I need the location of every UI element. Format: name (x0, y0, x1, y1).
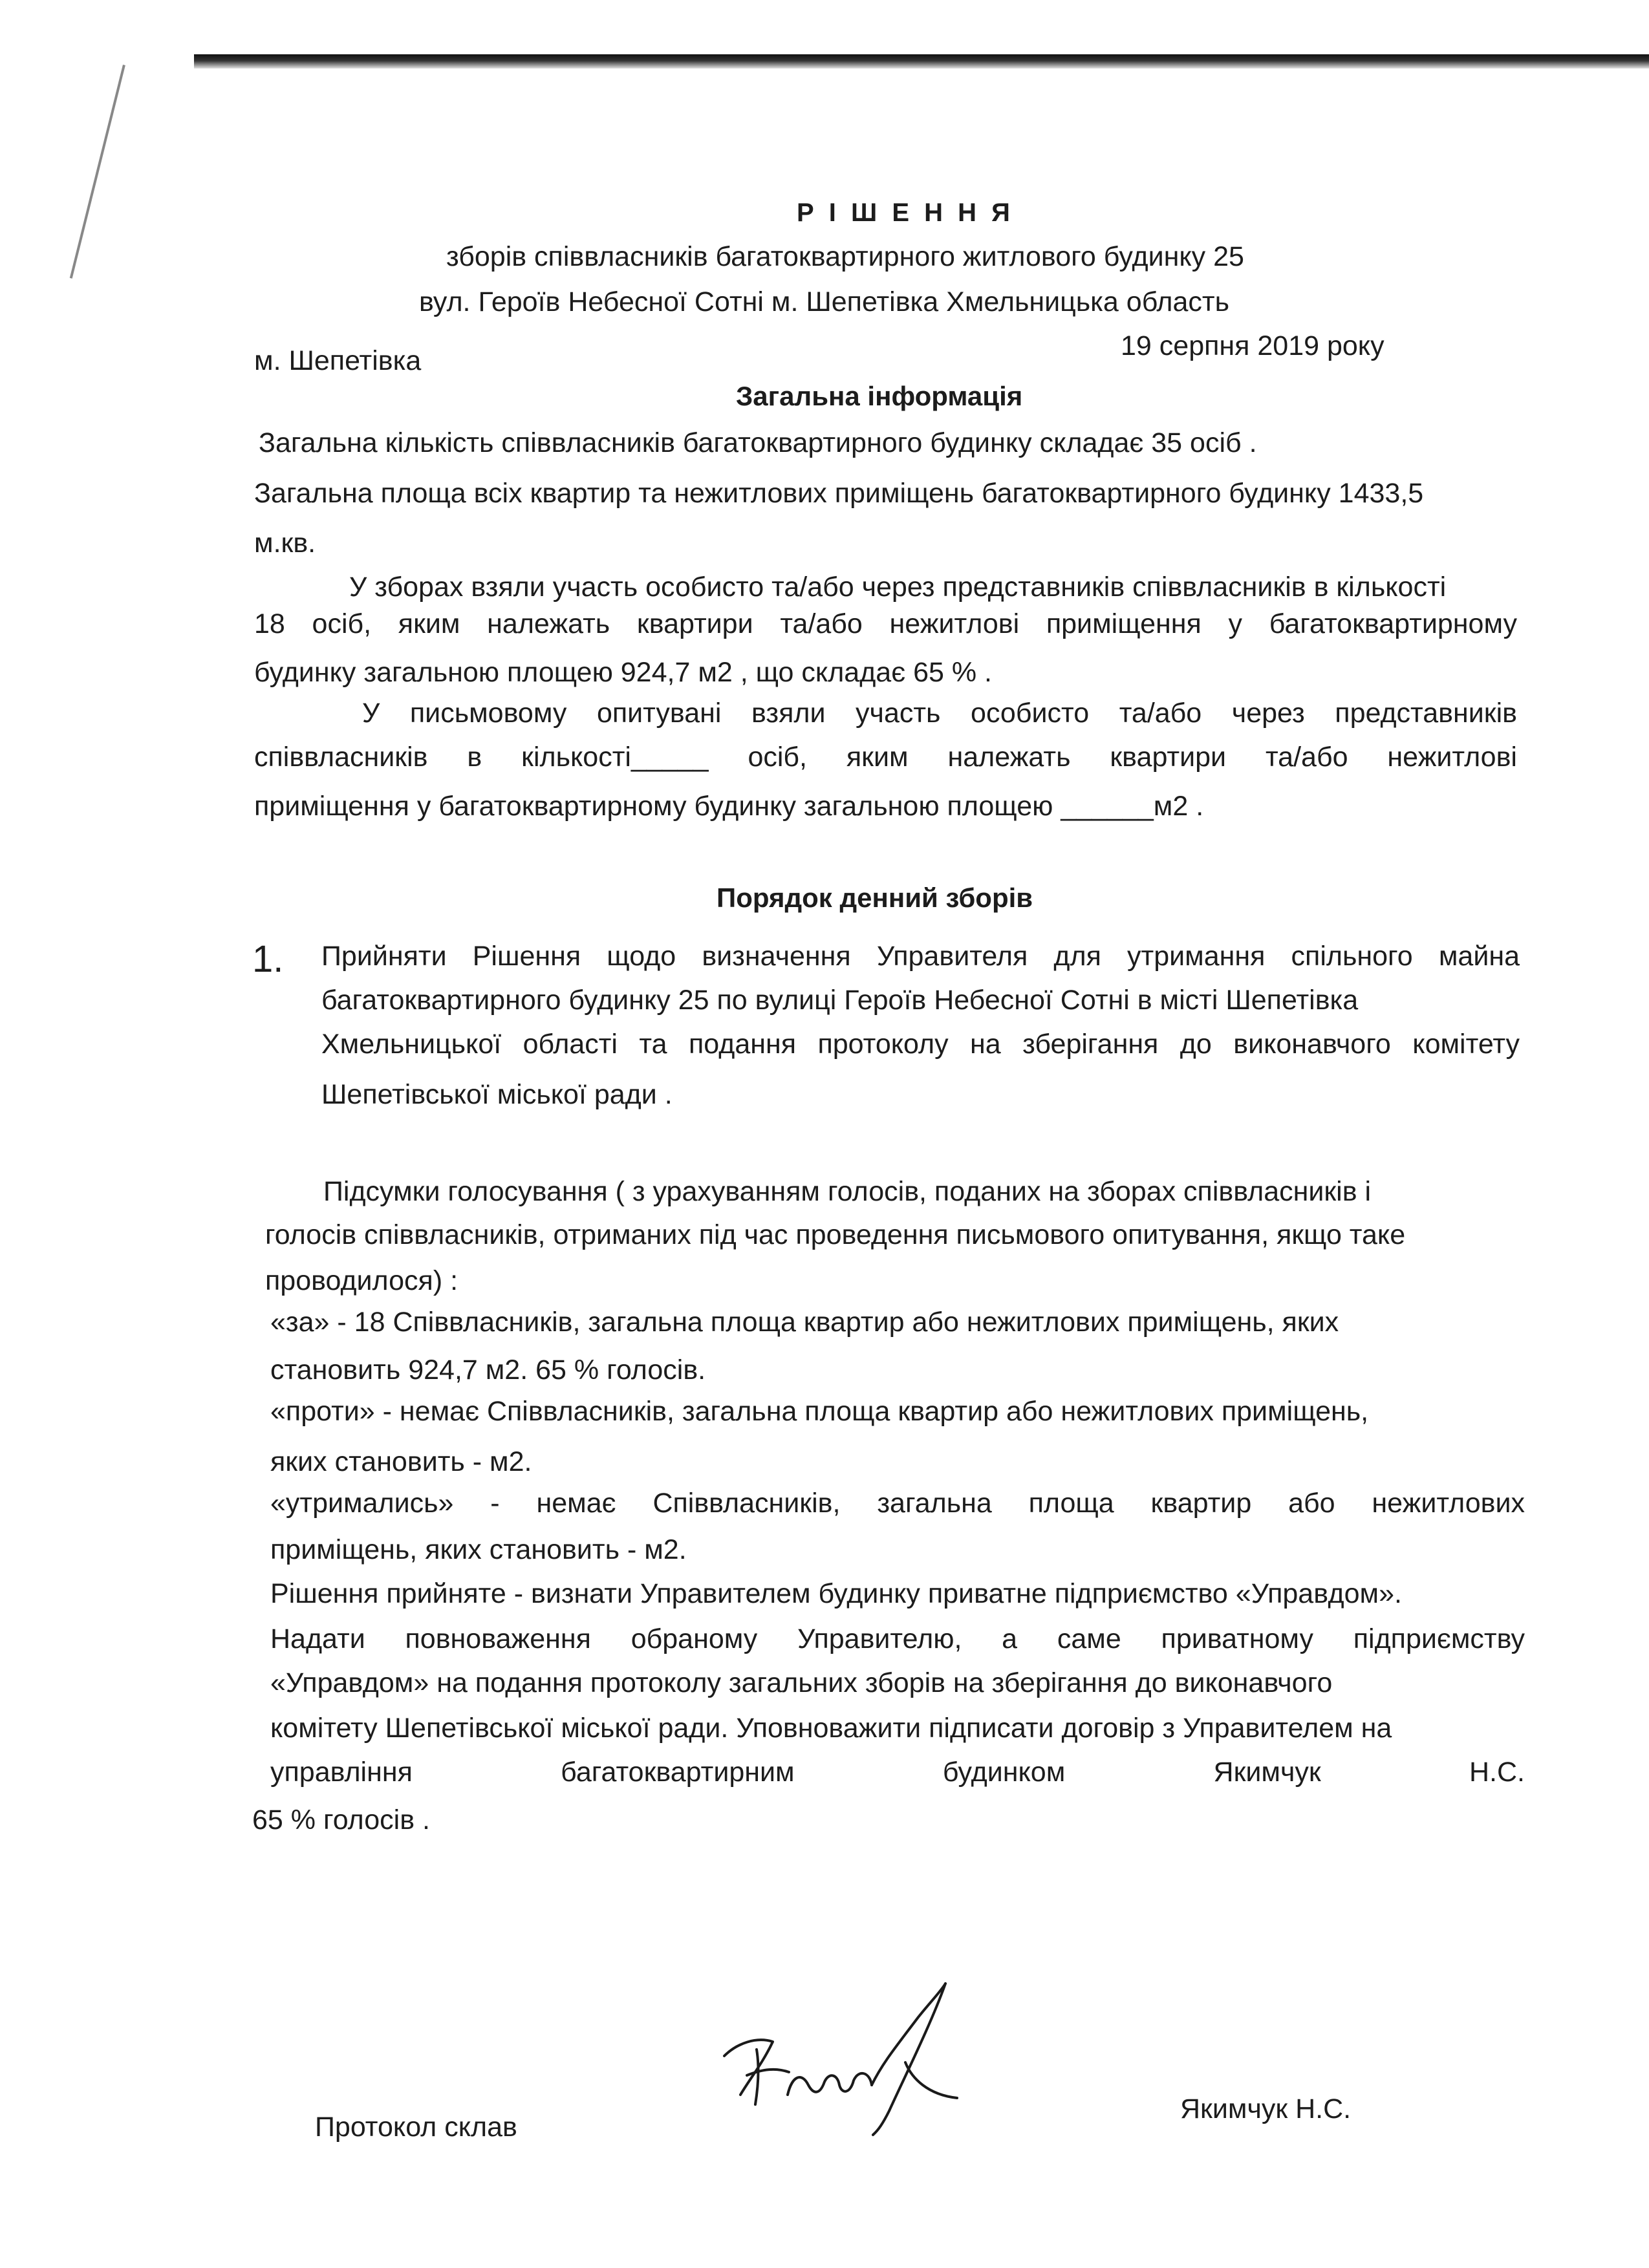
scan-fold-artifact (70, 65, 125, 279)
agenda-item-line-3: Хмельницької області та подання протоколу на зберігання до виконавчого комітету (321, 1029, 1520, 1060)
document-city: м. Шепетівка (254, 345, 422, 376)
votes-abstained-line-1: «утримались» - немає Співвласників, загальна площа квартир або нежитлових (270, 1488, 1525, 1519)
votes-abstained-line-2: приміщень, яких становить - м2. (270, 1534, 687, 1565)
total-area-line: Загальна площа всіх квартир та нежитлових приміщень багатоквартирного будинку 1433,5 (254, 478, 1424, 509)
decision-percent: 65 % голосів . (252, 1804, 430, 1835)
decision-line-4: комітету Шепетівської міської ради. Уповноважити підписати договір з Управителем на (270, 1713, 1392, 1744)
total-area-unit: м.кв. (254, 528, 316, 559)
scan-edge-artifact (194, 54, 1649, 69)
agenda-item-line-4: Шепетівської міської ради . (321, 1079, 673, 1110)
results-line-3: проводилося) : (265, 1265, 458, 1296)
attendance-line-3: будинку загальною площею 924,7 м2 , що складає 65 % . (254, 657, 992, 688)
decision-line-5: управління багатоквартирним будинком Якимчук Н.С. (270, 1757, 1525, 1788)
subtitle-line-1: зборів співвласників багатоквартирного житлового будинку 25 (446, 241, 1244, 272)
agenda-item-line-2: багатоквартирного будинку 25 по вулиці Героїв Небесної Сотні в місті Шепетівка (321, 985, 1359, 1016)
decision-line-1: Рішення прийняте - визнати Управителем будинку приватне підприємство «Управдом». (270, 1578, 1402, 1609)
votes-for-line-2: становить 924,7 м2. 65 % голосів. (270, 1354, 706, 1385)
agenda-item-line-1: Прийняти Рішення щодо визначення Управителя для утримання спільного майна (321, 941, 1520, 972)
decision-line-2: Надати повноваження обраному Управителю, а саме приватному підприємству (270, 1623, 1525, 1654)
survey-line-3: приміщення у багатоквартирному будинку загальною площею ______м2 . (254, 791, 1204, 822)
signature-icon (711, 1965, 970, 2159)
decision-line-3: «Управдом» на подання протоколу загальних зборів на зберігання до виконавчого (270, 1667, 1333, 1698)
attendance-line-2: 18 осіб, яким належать квартири та/або нежитлові приміщення у багатоквартирному (254, 608, 1517, 639)
results-line-1: Підсумки голосування ( з урахуванням голосів, поданих на зборах співвласників і (323, 1176, 1372, 1207)
general-info-heading: Загальна інформація (736, 381, 1023, 411)
survey-line-2: співвласників в кількості_____ осіб, яким належать квартири та/або нежитлові (254, 742, 1517, 773)
agenda-heading: Порядок денний зборів (717, 883, 1033, 913)
results-line-2: голосів співвласників, отриманих під час проведення письмового опитування, якщо таке (265, 1219, 1406, 1250)
votes-against-line-1: «проти» - немає Співвласників, загальна площа квартир або нежитлових приміщень, (270, 1396, 1369, 1427)
votes-for-line-1: «за» - 18 Співвласників, загальна площа квартир або нежитлових приміщень, яких (270, 1307, 1339, 1338)
protocol-compiled-by: Протокол склав (315, 2112, 517, 2143)
signer-name: Якимчук Н.С. (1180, 2093, 1352, 2124)
attendance-line-1: У зборах взяли участь особисто та/або через представників співвласників в кількості (349, 572, 1447, 603)
agenda-item-number: 1. (252, 938, 284, 980)
subtitle-line-2: вул. Героїв Небесної Сотні м. Шепетівка Хмельницька область (419, 286, 1230, 317)
survey-line-1: У письмовому опитувані взяли участь особисто та/або через представників (362, 698, 1517, 729)
votes-against-line-2: яких становить - м2. (270, 1446, 532, 1477)
document-date: 19 серпня 2019 року (1121, 330, 1385, 361)
owners-count-line: Загальна кількість співвласників багатоквартирного будинку складає 35 осіб . (259, 427, 1257, 458)
document-title: Р І Ш Е Н Н Я (797, 198, 1014, 227)
